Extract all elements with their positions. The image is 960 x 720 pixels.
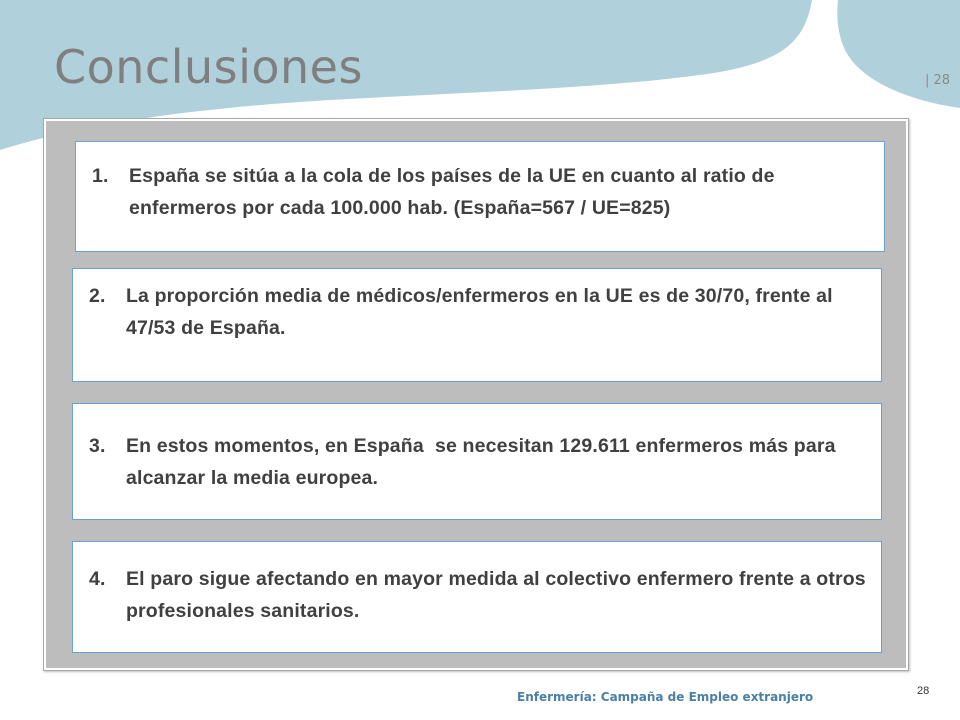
conclusion-number: 4. — [89, 568, 106, 590]
page-number: 28 — [917, 685, 930, 697]
footer-caption: Enfermería: Campaña de Empleo extranjero — [517, 690, 814, 704]
conclusion-text: El paro sigue afectando en mayor medida al colectivo enfermero frente a otros profesionales sanitarios. — [126, 568, 866, 622]
conclusion-text: En estos momentos, en España se necesitan 129.611 enfermeros más para alcanzar la media europea. — [126, 435, 842, 489]
conclusion-card-3 — [72, 403, 882, 520]
conclusion-number: 2. — [89, 285, 106, 307]
conclusion-card-4 — [72, 541, 882, 653]
conclusion-text: La proporción media de médicos/enfermeros en la UE es de 30/70, frente al 47/53 de España. — [126, 285, 833, 339]
conclusion-text: España se sitúa a la cola de los países de la UE en cuanto al ratio de enfermeros por cada 100.000 hab. (España=567 / UE=825) — [129, 165, 775, 219]
conclusion-card-2 — [72, 268, 882, 382]
conclusion-number: 3. — [89, 435, 106, 457]
slide-title: Conclusiones — [54, 40, 363, 94]
conclusion-number: 1. — [92, 165, 109, 187]
slide-number-header: | 28 — [925, 73, 951, 88]
conclusion-card-1 — [75, 141, 885, 252]
